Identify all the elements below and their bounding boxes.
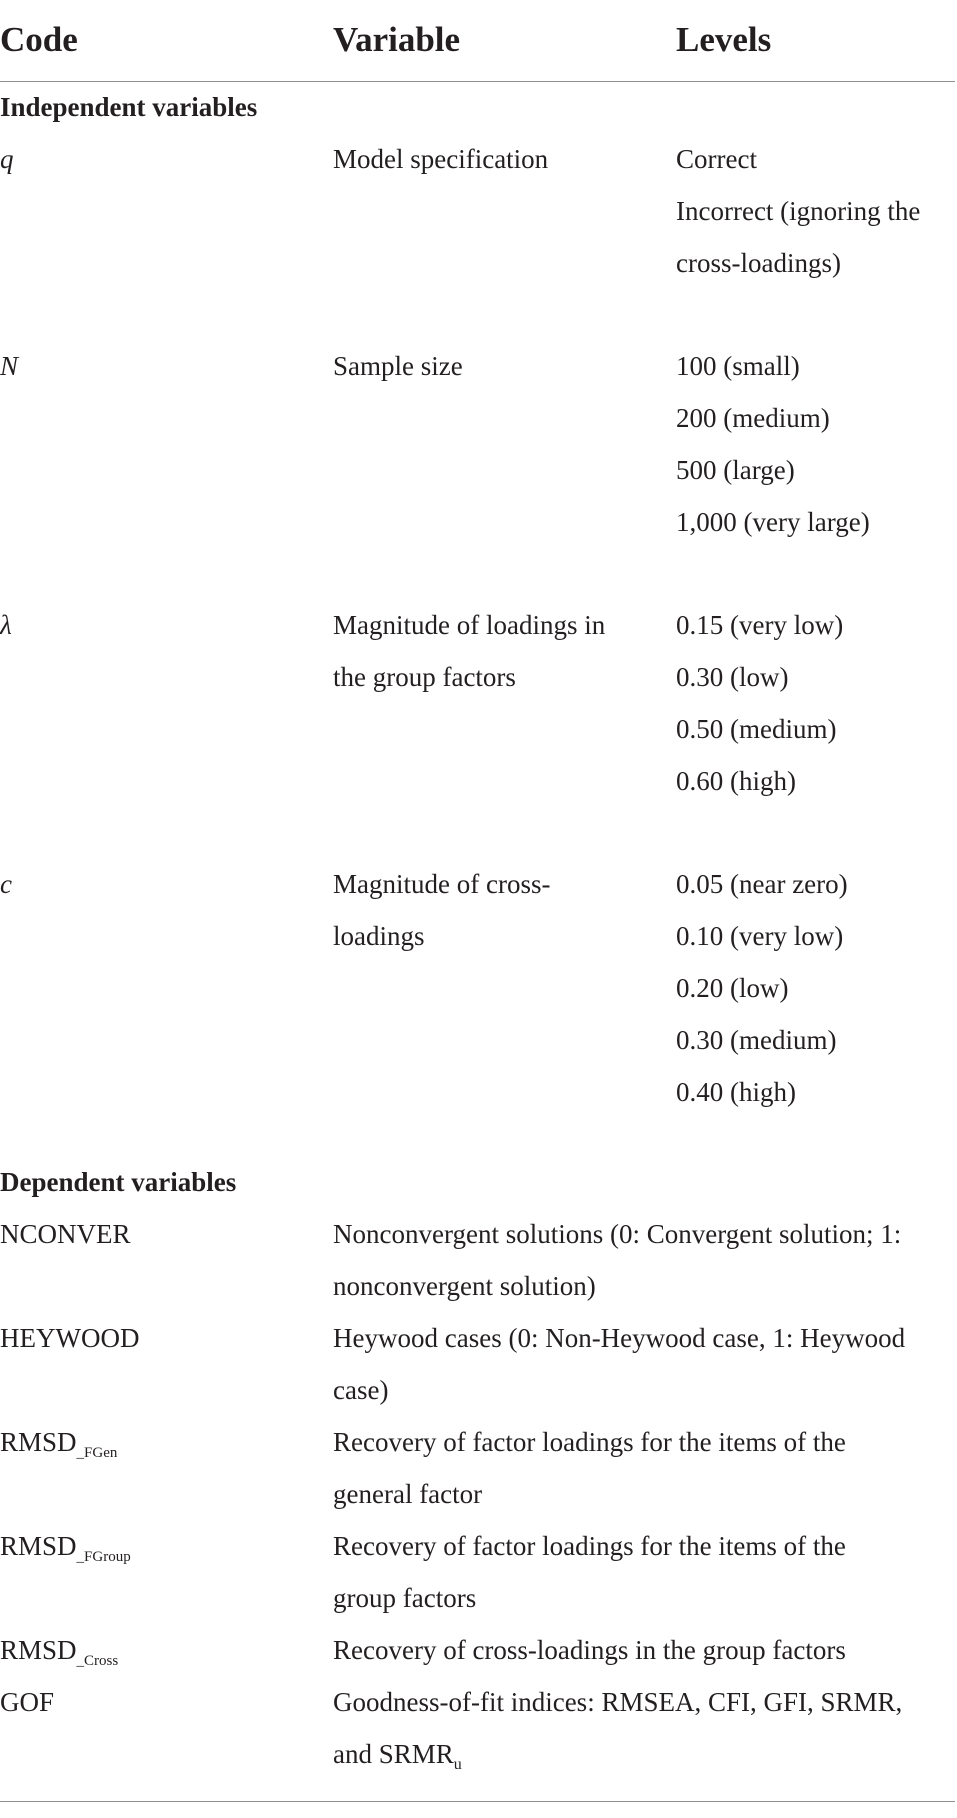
code-cell: λ (0, 610, 12, 640)
levels-cell (676, 340, 956, 548)
level-item: 0.60 (high) (676, 766, 796, 796)
section-title-independent: Independent variables (0, 92, 258, 122)
section-title-dependent: Dependent variables (0, 1167, 237, 1197)
variable-line: case) (333, 1375, 389, 1405)
variable-line: Recovery of factor loadings for the items of the (333, 1531, 846, 1561)
code-base: RMSD (0, 1635, 77, 1665)
column-header-variable: Variable (333, 20, 461, 59)
variable-cell (333, 340, 633, 392)
variable-line: Recovery of factor loadings for the items of the (333, 1427, 846, 1457)
code-cell: q (0, 144, 14, 174)
code-cell: GOF (0, 1687, 55, 1717)
code-subscript: _Cross (76, 1653, 119, 1669)
level-item: 0.50 (medium) (676, 714, 837, 744)
level-item: 0.40 (high) (676, 1077, 796, 1107)
level-item: 200 (medium) (676, 403, 830, 433)
variable-cell (333, 1624, 953, 1676)
level-item: Incorrect (ignoring the (676, 196, 921, 226)
code-cell: N (0, 351, 19, 381)
variable-line: Model specification (333, 144, 549, 174)
code-cell (0, 1416, 320, 1473)
levels-cell (676, 133, 956, 289)
level-item: 0.20 (low) (676, 973, 789, 1003)
variable-line: Magnitude of loadings in (333, 610, 606, 640)
variable-line-text: and SRMR (333, 1739, 454, 1769)
variable-cell (333, 858, 633, 962)
variable-line: Recovery of cross-loadings in the group factors (333, 1635, 846, 1665)
code-cell: HEYWOOD (0, 1323, 140, 1353)
column-header-levels: Levels (676, 20, 772, 59)
variable-line: Magnitude of cross- (333, 869, 551, 899)
levels-cell (676, 599, 956, 807)
level-item: cross-loadings) (676, 248, 841, 278)
variable-cell (333, 1312, 953, 1416)
level-item: 100 (small) (676, 351, 800, 381)
variable-cell (333, 133, 633, 185)
variable-line: Heywood cases (0: Non-Heywood case, 1: Heywood (333, 1323, 906, 1353)
levels-cell (676, 858, 956, 1118)
table-bottom-rule (0, 1801, 955, 1802)
level-item: 0.30 (medium) (676, 1025, 837, 1055)
variable-cell (333, 1676, 953, 1785)
level-item: 0.30 (low) (676, 662, 789, 692)
variable-line: group factors (333, 1583, 477, 1613)
level-item: 0.15 (very low) (676, 610, 844, 640)
variable-cell (333, 1520, 953, 1624)
variable-line: the group factors (333, 662, 516, 692)
level-item: 0.10 (very low) (676, 921, 844, 951)
variable-cell (333, 1416, 953, 1520)
variable-line: nonconvergent solution) (333, 1271, 596, 1301)
variable-line: general factor (333, 1479, 483, 1509)
code-cell (0, 1624, 320, 1681)
variable-cell (333, 599, 633, 703)
level-item: 1,000 (very large) (676, 507, 870, 537)
variable-subscript: u (453, 1756, 462, 1773)
code-cell: NCONVER (0, 1219, 131, 1249)
code-subscript: _FGroup (76, 1549, 131, 1565)
variable-line: loadings (333, 921, 425, 951)
column-header-code: Code (0, 20, 78, 59)
variable-line: Nonconvergent solutions (0: Convergent solution; 1: (333, 1219, 902, 1249)
level-item: 500 (large) (676, 455, 795, 485)
code-cell: c (0, 869, 12, 899)
code-base: RMSD (0, 1427, 77, 1457)
variable-cell (333, 1208, 953, 1312)
level-item: 0.05 (near zero) (676, 869, 848, 899)
code-cell (0, 1520, 320, 1577)
level-item: Correct (676, 144, 757, 174)
variable-line: Sample size (333, 351, 463, 381)
code-base: RMSD (0, 1531, 77, 1561)
variable-line (333, 1728, 953, 1785)
code-subscript: _FGen (76, 1445, 118, 1461)
variable-line: Goodness-of-fit indices: RMSEA, CFI, GFI, SRMR, (333, 1687, 903, 1717)
